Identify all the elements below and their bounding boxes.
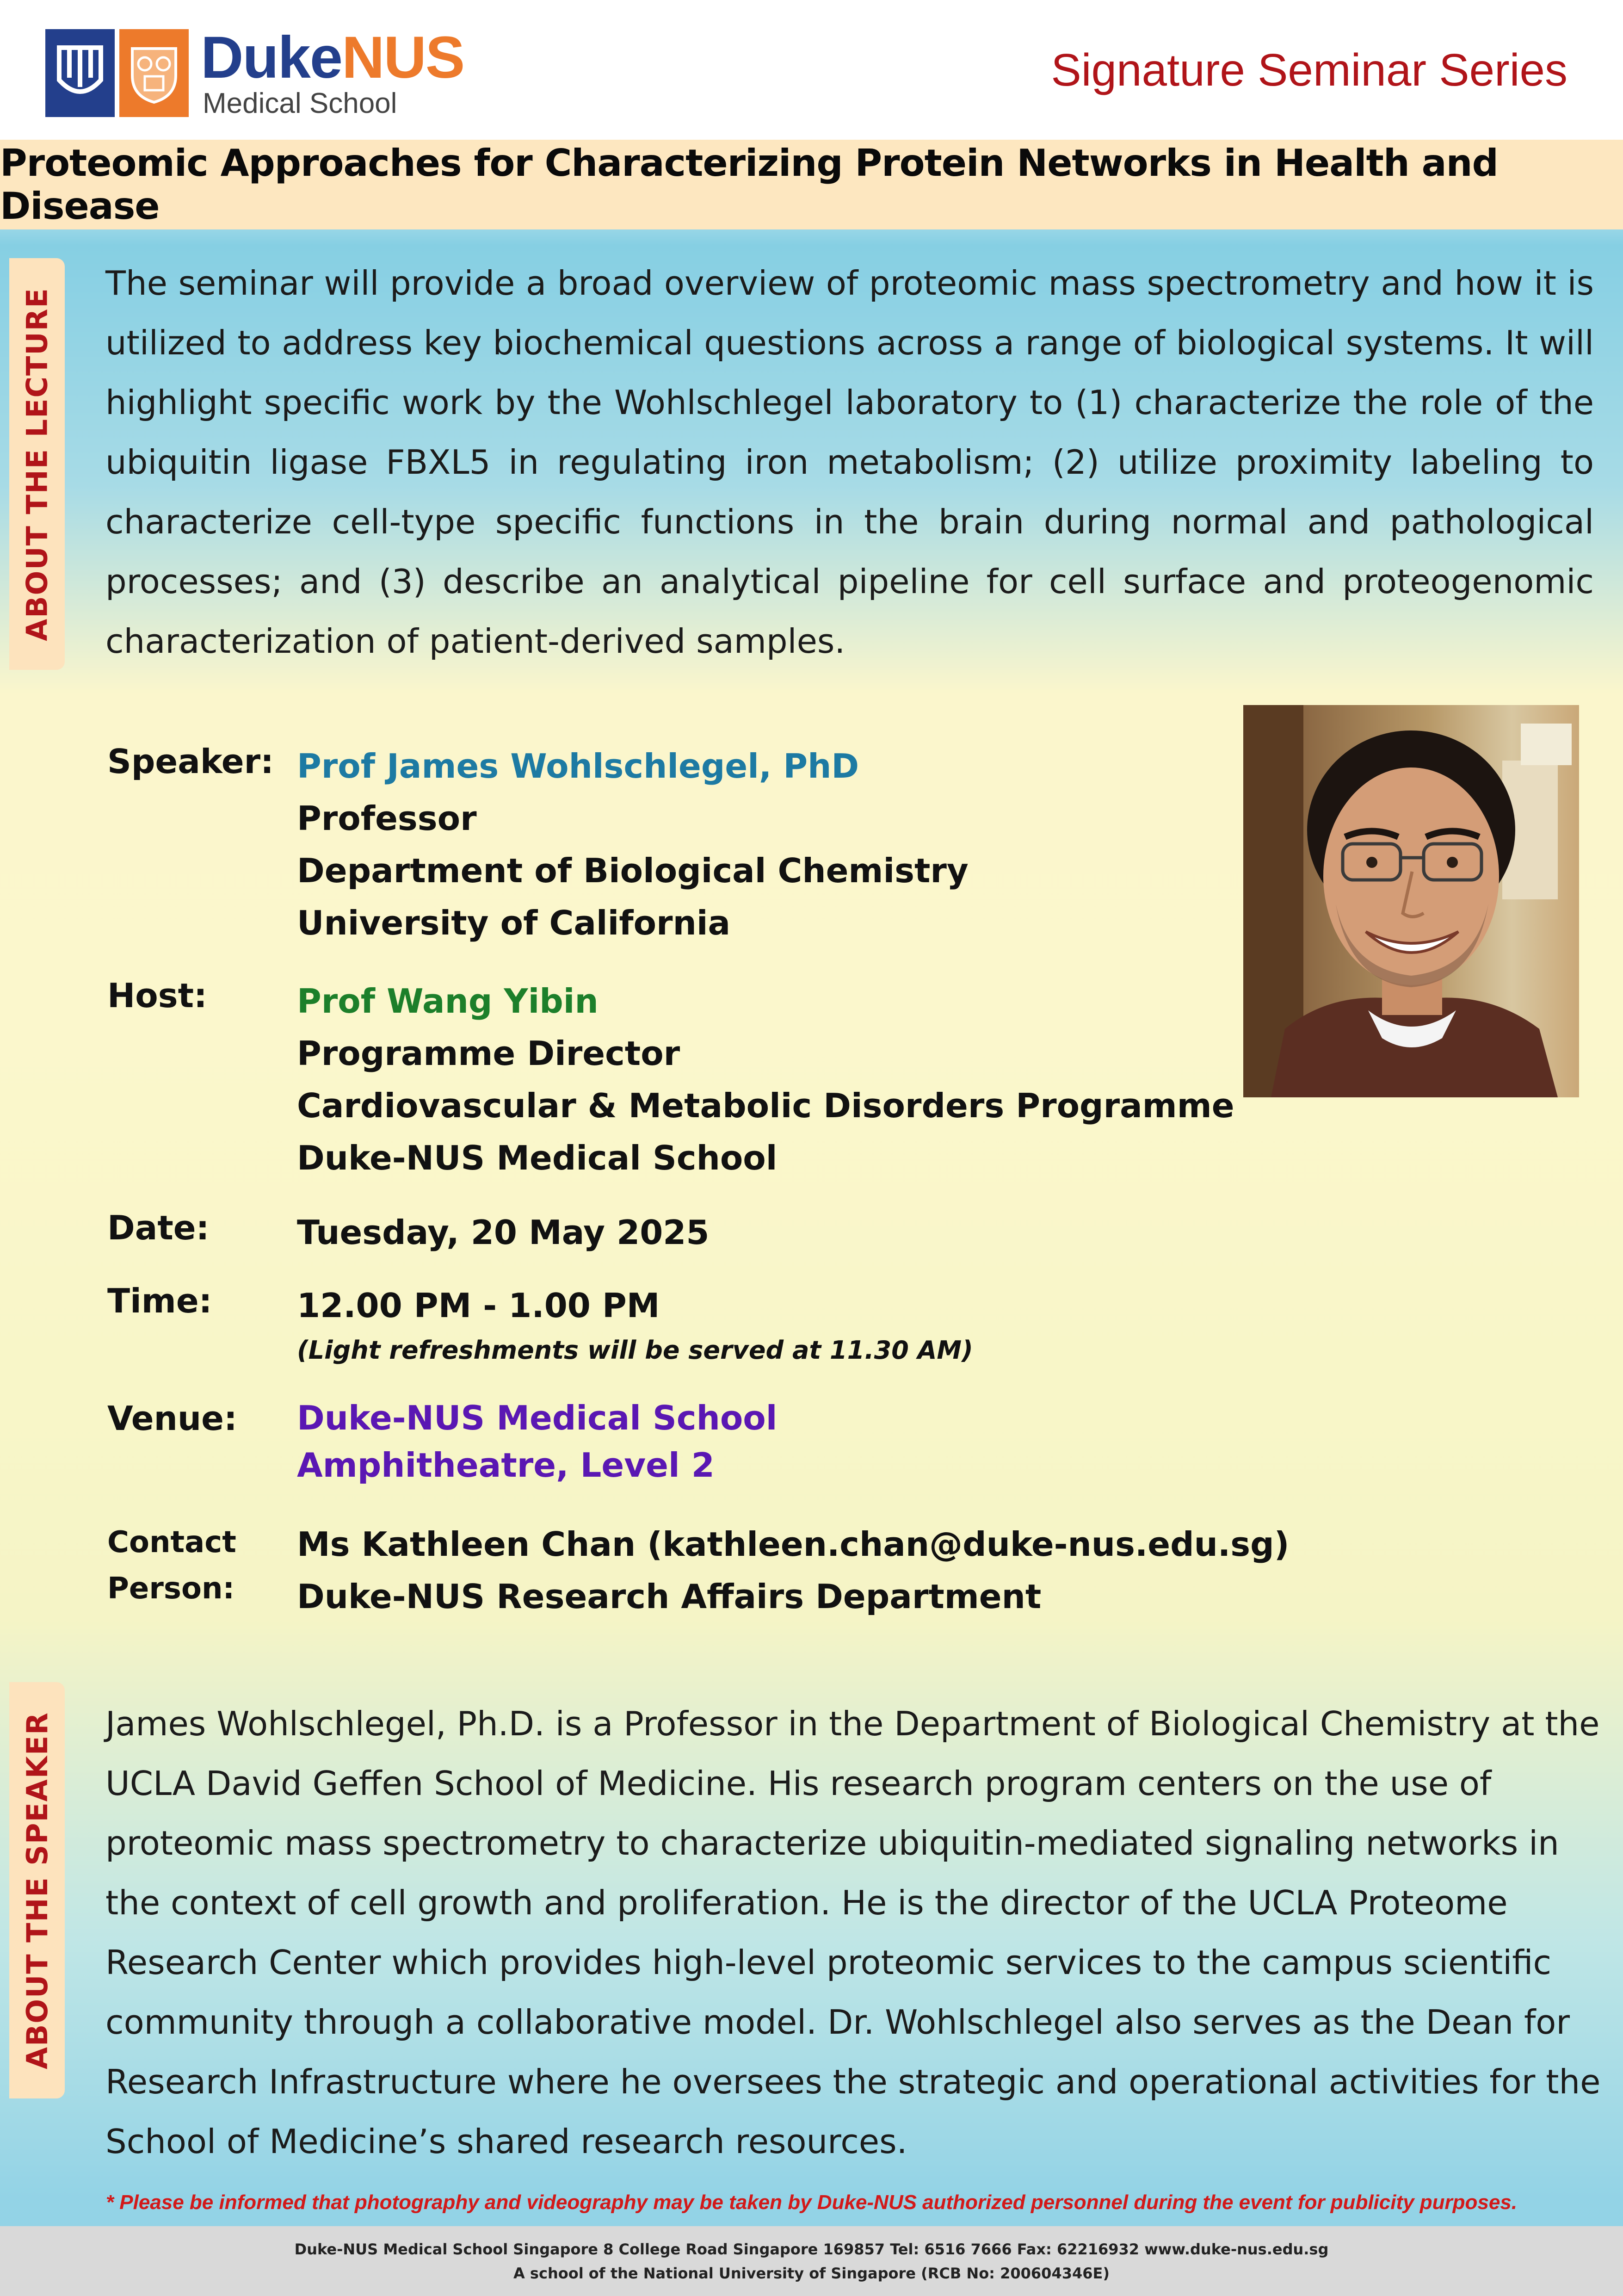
speaker-department: Department of Biological Chemistry [297,851,969,890]
refreshments-note: (Light refreshments will be served at 11.30 AM) [297,1336,973,1365]
contact-label-line1: Contact [107,1525,236,1560]
venue-building: Duke-NUS Medical School [297,1399,778,1437]
about-lecture-label: ABOUT THE LECTURE [20,287,54,641]
time-details [297,1280,973,1369]
speaker-name: Prof James Wohlschlegel, PhD [297,747,859,786]
lecture-description: The seminar will provide a broad overview of proteomic mass spectrometry and how it is utilized to address key biochemical questions across a range of biological systems. It will highlight specific work by the Wohlschlegel laboratory to (1) characterize the role of the ubiquitin ligase FBXL5 in regulating iron metabolism; (2) utilize proximity labeling to characterize cell-type specific functions in the brain during normal and pathological processes; and (3) describe an analytical pipeline for cell surface and proteogenomic characterization of patient-derived samples. [105,264,1594,661]
contact-label-line2: Person: [107,1572,235,1606]
about-speaker-label: ABOUT THE SPEAKER [20,1711,54,2069]
time-value: 12.00 PM - 1.00 PM [297,1286,660,1325]
nus-crest-icon [119,29,189,117]
page-footer [0,2226,1623,2296]
host-title: Programme Director [297,1034,680,1073]
seminar-title: Proteomic Approaches for Characterizing Protein Networks in Health and Disease [0,142,1498,228]
logo-word-nus: NUS [342,25,464,91]
venue-label: Venue: [107,1399,237,1438]
about-speaker-tab [9,1682,65,2098]
host-label: Host: [107,976,207,1015]
about-lecture-tab [9,258,65,670]
logo-wordmark [201,25,464,119]
host-details [297,975,1234,1184]
series-title: Signature Seminar Series [1051,44,1567,95]
speaker-details [297,740,969,949]
host-institution: Duke-NUS Medical School [297,1139,778,1177]
venue-details [297,1394,777,1489]
speaker-photo [1243,705,1579,1097]
speaker-title: Professor [297,799,477,838]
duke-shield-icon [45,29,115,117]
contact-department: Duke-NUS Research Affairs Department [297,1577,1042,1616]
time-label: Time: [107,1281,212,1320]
host-programme: Cardiovascular & Metabolic Disorders Programme [297,1086,1234,1125]
duke-nus-logo [45,25,464,119]
title-banner [0,140,1623,229]
footer-address: Duke-NUS Medical School Singapore 8 College Road Singapore 169857 Tel: 6516 7666 Fax: 62216932 www.duke-nus.edu.sg [294,2240,1329,2258]
contact-details [297,1518,1290,1623]
speaker-label: Speaker: [107,742,274,781]
contact-label [107,1519,236,1612]
contact-person: Ms Kathleen Chan (kathleen.chan@duke-nus.edu.sg) [297,1525,1290,1564]
speaker-biography: James Wohlschlegel, Ph.D. is a Professor in the Department of Biological Chemistry at the UCLA David Geffen School of Medicine. His research program centers on the use of proteomic mass spectrometry to characterize ubiquitin-mediated signaling networks in the context of cell growth and proliferation. He is the director of the UCLA Proteome Research Center which provides high-level proteomic services to the campus scientific community through a collaborative model. Dr. Wohlschlegel also serves as the Dean for Research Infrastructure where he oversees the strategic and operational activities for the School of Medicine’s shared research resources. [105,1704,1601,2161]
photography-disclaimer: * Please be informed that photography and videography may be taken by Duke-NUS authorized personnel during the event for publicity purposes. [105,2191,1518,2214]
logo-word-duke: Duke [201,25,342,91]
logo-subtitle: Medical School [203,87,397,119]
venue-room: Amphitheatre, Level 2 [297,1446,715,1485]
page-header [0,0,1623,139]
footer-affiliation: A school of the National University of Singapore (RCB No: 200604346E) [513,2264,1110,2282]
speaker-institution: University of California [297,904,731,942]
date-value: Tuesday, 20 May 2025 [297,1213,710,1252]
date-label: Date: [107,1208,210,1247]
host-name: Prof Wang Yibin [297,982,599,1021]
date-details [297,1207,710,1259]
